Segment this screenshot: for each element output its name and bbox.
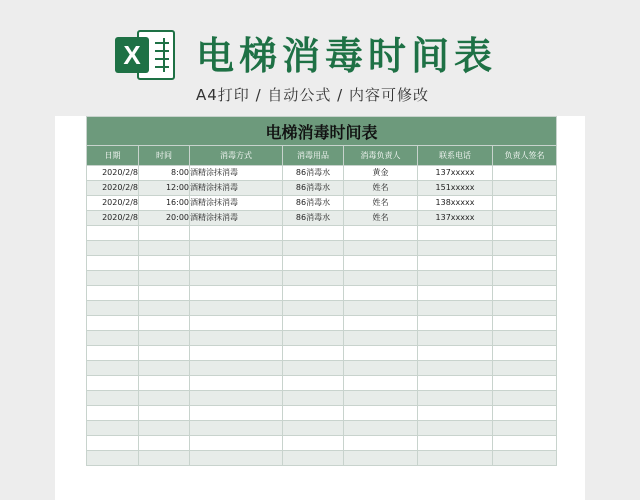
empty-table-row (87, 376, 557, 391)
cell-signature[interactable] (493, 181, 557, 196)
cell-time[interactable] (139, 316, 190, 331)
cell-signature[interactable] (493, 286, 557, 301)
cell-person[interactable]: 姓名 (344, 181, 418, 196)
cell-date[interactable] (87, 406, 139, 421)
schedule-table (86, 116, 557, 466)
cell-time[interactable]: 16:00 (139, 196, 190, 211)
cell-phone[interactable] (418, 241, 493, 256)
empty-table-row (87, 406, 557, 421)
cell-phone[interactable] (418, 421, 493, 436)
cell-person[interactable] (344, 421, 418, 436)
cell-method[interactable] (190, 361, 283, 376)
cell-signature[interactable] (493, 226, 557, 241)
cell-person[interactable] (344, 271, 418, 286)
cell-signature[interactable] (493, 436, 557, 451)
cell-time[interactable] (139, 406, 190, 421)
cell-signature[interactable] (493, 256, 557, 271)
cell-time[interactable]: 20:00 (139, 211, 190, 226)
cell-phone[interactable] (418, 316, 493, 331)
cell-signature[interactable] (493, 316, 557, 331)
page-title: 电梯消毒时间表 (196, 34, 498, 78)
cell-date[interactable] (87, 361, 139, 376)
cell-date[interactable] (87, 271, 139, 286)
cell-supply[interactable]: 86消毒水 (283, 181, 344, 196)
cell-signature[interactable] (493, 241, 557, 256)
cell-supply[interactable] (283, 241, 344, 256)
cell-supply[interactable] (283, 346, 344, 361)
header-row (87, 146, 557, 166)
cell-phone[interactable] (418, 406, 493, 421)
cell-person[interactable] (344, 436, 418, 451)
cell-person[interactable] (344, 391, 418, 406)
table-row (87, 211, 557, 226)
empty-table-row (87, 346, 557, 361)
table-row (87, 181, 557, 196)
cell-method[interactable] (190, 376, 283, 391)
cell-time[interactable]: 8:00 (139, 166, 190, 181)
cell-supply[interactable] (283, 331, 344, 346)
cell-time[interactable] (139, 451, 190, 466)
cell-time[interactable] (139, 346, 190, 361)
column-header: 日期 (87, 146, 139, 166)
cell-supply[interactable] (283, 256, 344, 271)
cell-time[interactable] (139, 256, 190, 271)
cell-date[interactable] (87, 391, 139, 406)
page-subtitle: A4打印 / 自动公式 / 内容可修改 (196, 86, 429, 104)
cell-signature[interactable] (493, 211, 557, 226)
cell-person[interactable] (344, 286, 418, 301)
cell-supply[interactable] (283, 271, 344, 286)
empty-table-row (87, 301, 557, 316)
cell-phone[interactable] (418, 271, 493, 286)
cell-supply[interactable]: 86消毒水 (283, 166, 344, 181)
cell-method[interactable] (190, 226, 283, 241)
cell-date[interactable] (87, 346, 139, 361)
sheet-title: 电梯消毒时间表 (87, 117, 557, 146)
cell-phone[interactable] (418, 226, 493, 241)
empty-table-row (87, 256, 557, 271)
cell-time[interactable] (139, 301, 190, 316)
cell-person[interactable] (344, 361, 418, 376)
cell-method[interactable]: 酒精涂抹消毒 (190, 166, 283, 181)
cell-person[interactable] (344, 226, 418, 241)
cell-phone[interactable]: 151xxxxx (418, 181, 493, 196)
column-header: 时间 (139, 146, 190, 166)
cell-phone[interactable] (418, 286, 493, 301)
cell-signature[interactable] (493, 346, 557, 361)
cell-method[interactable] (190, 286, 283, 301)
cell-phone[interactable] (418, 391, 493, 406)
cell-date[interactable] (87, 301, 139, 316)
cell-method[interactable]: 酒精涂抹消毒 (190, 211, 283, 226)
cell-method[interactable] (190, 436, 283, 451)
cell-method[interactable]: 酒精涂抹消毒 (190, 181, 283, 196)
cell-signature[interactable] (493, 406, 557, 421)
cell-signature[interactable] (493, 421, 557, 436)
cell-date[interactable] (87, 436, 139, 451)
cell-date[interactable] (87, 331, 139, 346)
cell-date[interactable] (87, 226, 139, 241)
empty-table-row (87, 331, 557, 346)
cell-phone[interactable] (418, 331, 493, 346)
cell-date[interactable] (87, 376, 139, 391)
cell-signature[interactable] (493, 196, 557, 211)
cell-phone[interactable] (418, 361, 493, 376)
cell-method[interactable] (190, 451, 283, 466)
cell-signature[interactable] (493, 451, 557, 466)
cell-person[interactable] (344, 256, 418, 271)
empty-table-row (87, 421, 557, 436)
cell-signature[interactable] (493, 361, 557, 376)
cell-supply[interactable] (283, 421, 344, 436)
cell-person[interactable] (344, 406, 418, 421)
cell-date[interactable] (87, 451, 139, 466)
cell-method[interactable] (190, 346, 283, 361)
cell-person[interactable] (344, 241, 418, 256)
empty-table-row (87, 451, 557, 466)
column-header: 消毒方式 (190, 146, 283, 166)
cell-date[interactable]: 2020/2/8 (87, 211, 139, 226)
cell-method[interactable] (190, 331, 283, 346)
cell-method[interactable] (190, 271, 283, 286)
empty-table-row (87, 271, 557, 286)
cell-time[interactable] (139, 361, 190, 376)
cell-supply[interactable] (283, 361, 344, 376)
cell-time[interactable] (139, 271, 190, 286)
cell-phone[interactable] (418, 436, 493, 451)
cell-date[interactable] (87, 241, 139, 256)
cell-phone[interactable] (418, 376, 493, 391)
cell-person[interactable] (344, 301, 418, 316)
cell-phone[interactable]: 137xxxxx (418, 166, 493, 181)
cell-supply[interactable] (283, 226, 344, 241)
cell-method[interactable] (190, 316, 283, 331)
cell-supply[interactable] (283, 451, 344, 466)
empty-table-row (87, 286, 557, 301)
empty-table-row (87, 436, 557, 451)
cell-person[interactable] (344, 451, 418, 466)
cell-supply[interactable]: 86消毒水 (283, 211, 344, 226)
cell-signature[interactable] (493, 376, 557, 391)
cell-time[interactable] (139, 226, 190, 241)
cell-person[interactable]: 黄金 (344, 166, 418, 181)
cell-date[interactable] (87, 286, 139, 301)
cell-supply[interactable] (283, 286, 344, 301)
cell-method[interactable] (190, 406, 283, 421)
cell-time[interactable] (139, 376, 190, 391)
column-header: 消毒用品 (283, 146, 344, 166)
excel-logo-icon (115, 27, 177, 83)
spreadsheet-preview (55, 116, 585, 500)
cell-method[interactable] (190, 301, 283, 316)
cell-phone[interactable] (418, 346, 493, 361)
empty-table-row (87, 361, 557, 376)
cell-person[interactable] (344, 331, 418, 346)
cell-method[interactable] (190, 421, 283, 436)
cell-signature[interactable] (493, 166, 557, 181)
cell-method[interactable] (190, 256, 283, 271)
cell-date[interactable] (87, 256, 139, 271)
cell-supply[interactable] (283, 316, 344, 331)
cell-phone[interactable]: 137xxxxx (418, 211, 493, 226)
cell-method[interactable]: 酒精涂抹消毒 (190, 196, 283, 211)
cell-time[interactable] (139, 331, 190, 346)
cell-supply[interactable] (283, 301, 344, 316)
column-header: 联系电话 (418, 146, 493, 166)
cell-time[interactable] (139, 241, 190, 256)
cell-date[interactable] (87, 316, 139, 331)
table-row (87, 196, 557, 211)
cell-signature[interactable] (493, 331, 557, 346)
cell-time[interactable] (139, 421, 190, 436)
cell-phone[interactable] (418, 301, 493, 316)
column-header: 消毒负责人 (344, 146, 418, 166)
cell-phone[interactable] (418, 451, 493, 466)
excel-logo-letter: X (115, 37, 149, 73)
cell-time[interactable]: 12:00 (139, 181, 190, 196)
cell-phone[interactable]: 138xxxxx (418, 196, 493, 211)
table-row (87, 166, 557, 181)
empty-table-row (87, 316, 557, 331)
cell-supply[interactable] (283, 376, 344, 391)
cell-person[interactable] (344, 346, 418, 361)
cell-signature[interactable] (493, 301, 557, 316)
cell-date[interactable]: 2020/2/8 (87, 166, 139, 181)
cell-supply[interactable] (283, 436, 344, 451)
cell-phone[interactable] (418, 256, 493, 271)
cell-method[interactable] (190, 241, 283, 256)
cell-person[interactable]: 姓名 (344, 196, 418, 211)
cell-supply[interactable] (283, 406, 344, 421)
cell-signature[interactable] (493, 391, 557, 406)
cell-method[interactable] (190, 391, 283, 406)
cell-supply[interactable]: 86消毒水 (283, 196, 344, 211)
cell-time[interactable] (139, 436, 190, 451)
cell-date[interactable]: 2020/2/8 (87, 181, 139, 196)
cell-supply[interactable] (283, 391, 344, 406)
column-header: 负责人签名 (493, 146, 557, 166)
cell-time[interactable] (139, 391, 190, 406)
cell-person[interactable] (344, 376, 418, 391)
empty-table-row (87, 226, 557, 241)
empty-table-row (87, 241, 557, 256)
empty-table-row (87, 391, 557, 406)
banner (0, 0, 640, 116)
cell-signature[interactable] (493, 271, 557, 286)
cell-person[interactable]: 姓名 (344, 211, 418, 226)
cell-time[interactable] (139, 286, 190, 301)
cell-date[interactable] (87, 421, 139, 436)
cell-date[interactable]: 2020/2/8 (87, 196, 139, 211)
cell-person[interactable] (344, 316, 418, 331)
